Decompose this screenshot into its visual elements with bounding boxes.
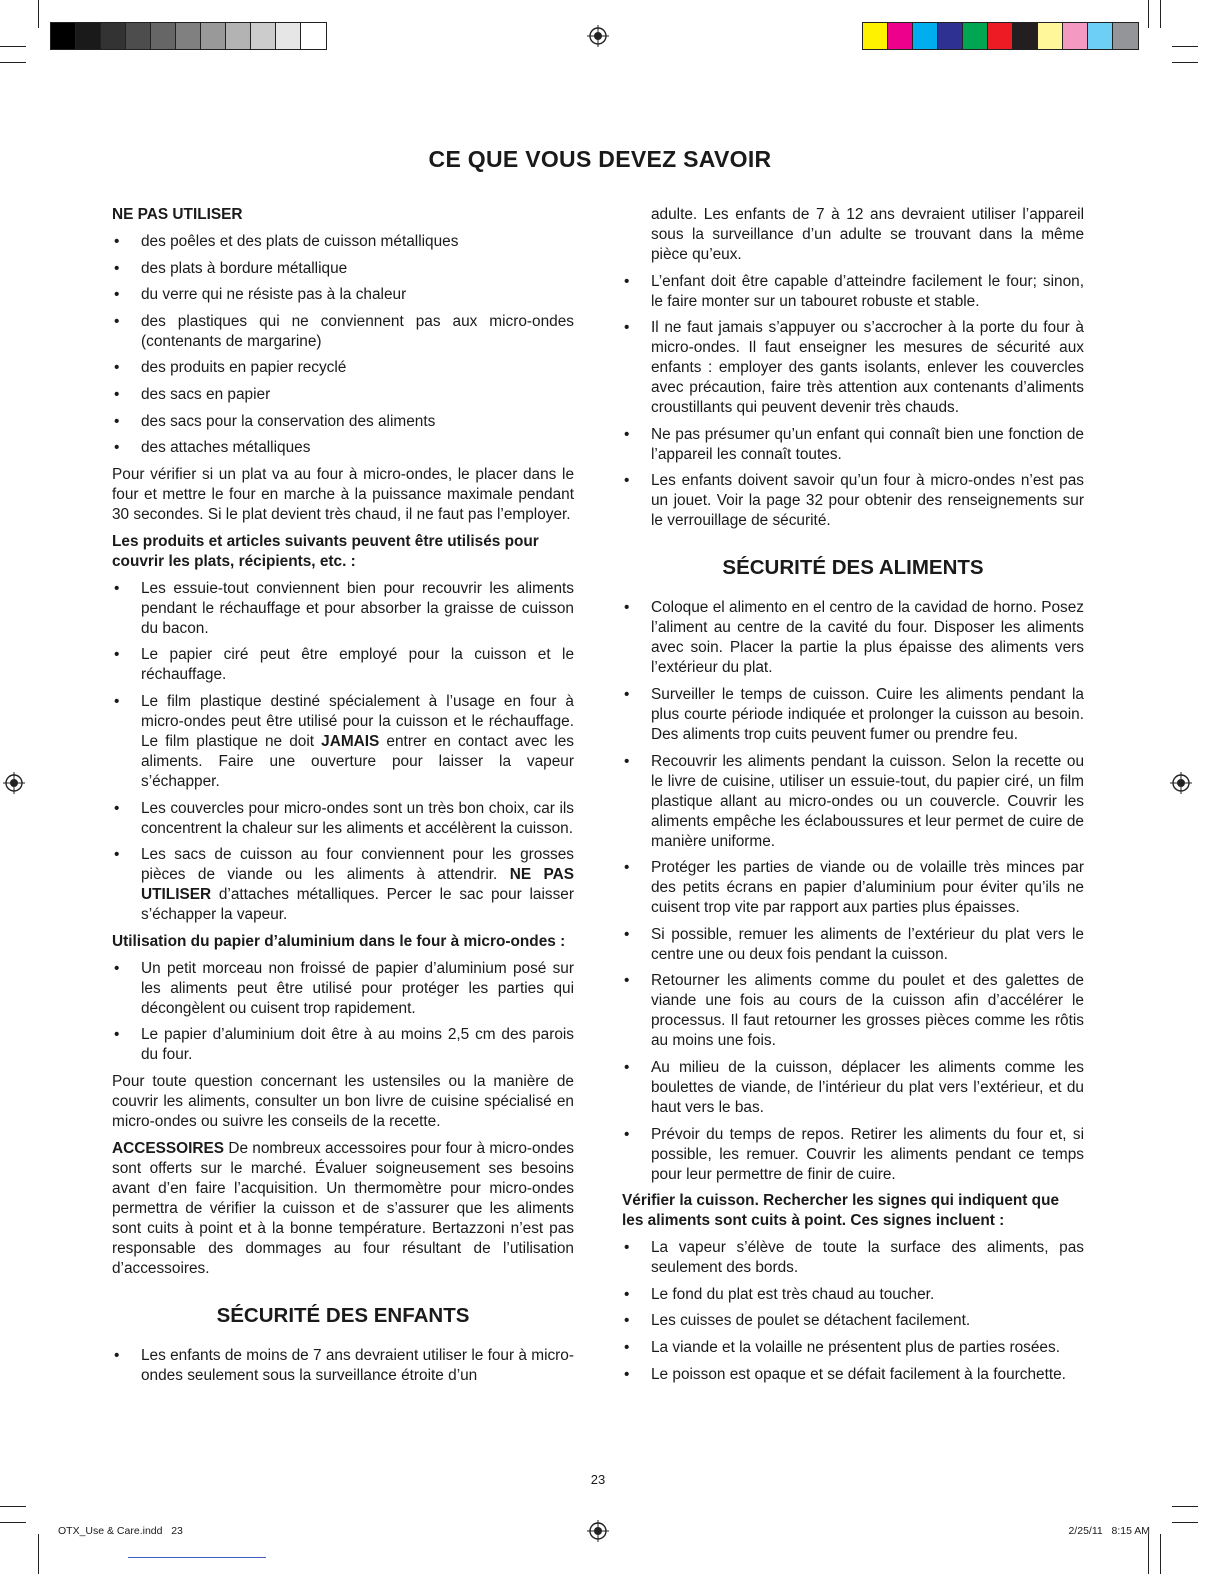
list-item: • Les couvercles pour micro-ondes sont un très bon choix, car ils concentrent la chaleur sur les aliments et accélèrent la cuisson. (112, 799, 574, 839)
crop-mark (0, 1522, 26, 1523)
list-item: • Les enfants doivent savoir qu’un four à micro-ondes n’est pas un jouet. Voir la page 32 pour obtenir des renseignements sur le verrouillage de sécurité. (622, 471, 1084, 531)
color-swatch (226, 23, 251, 49)
list-item: • Le papier ciré peut être employé pour la cuisson et le réchauffage. (112, 645, 574, 685)
keyword-accessoires: ACCESSOIRES (112, 1139, 225, 1157)
list-item: • Le poisson est opaque et se défait facilement à la fourchette. (622, 1365, 1084, 1385)
list-item: • Si possible, remuer les aliments de l’extérieur du plat vers le centre une ou deux fois pendant la cuisson. (622, 925, 1084, 965)
list-item: • Un petit morceau non froissé de papier d’aluminium posé sur les aliments peut être utilisé pour protéger les parties qui décongèlent ou cuisent trop rapidement. (112, 959, 574, 1019)
list-item: • des plats à bordure métallique (112, 259, 574, 279)
color-swatch (51, 23, 76, 49)
aliments-list (622, 598, 1084, 1184)
cover-items-list (112, 579, 574, 925)
list-item: • Ne pas présumer qu’un enfant qui connaît bien une fonction de l’appareil les connaît toutes. (622, 425, 1084, 465)
crop-mark (0, 1506, 26, 1507)
list-item: • Le papier d’aluminium doit être à au moins 2,5 cm des parois du four. (112, 1025, 574, 1065)
crop-mark (1160, 1534, 1161, 1574)
color-swatch-bar (862, 22, 1139, 50)
list-item: • Les sacs de cuisson au four conviennent pour les grosses pièces de viande ou les aliments à attendrir. NE PAS UTILISER d’attaches métalliques. Percer le sac pour laisser s’échapper la vapeur. (112, 845, 574, 925)
list-item: • Retourner les aliments comme du poulet et des galettes de viande une fois au cours de la cuisson afin d’accélérer le processus. Il faut retourner les grosses pièces comme les rôtis au moins une fois. (622, 971, 1084, 1051)
ne-pas-utiliser-list (112, 232, 574, 458)
crop-mark (1172, 46, 1198, 47)
color-swatch (126, 23, 151, 49)
registration-mark-icon (587, 1520, 609, 1542)
section-heading-aliments: SÉCURITÉ DES ALIMENTS (722, 556, 984, 580)
verify-dish-paragraph: Pour vérifier si un plat va au four à micro-ondes, le placer dans le four et mettre le four en marche à la puissance maximale pendant 30 secondes. Si le plat devient très chaud, il ne faut pas l’employer. (112, 465, 574, 523)
aluminium-list (112, 959, 574, 1066)
cover-items-heading: Les produits et articles suivants peuvent être utilisés pour couvrir les plats, récipients, etc. : (112, 532, 539, 570)
list-item: • La viande et la volaille ne présentent plus de parties rosées. (622, 1338, 1084, 1358)
list-item: • des produits en papier recyclé (112, 358, 574, 378)
aluminium-heading: Utilisation du papier d’aluminium dans le four à micro-ondes : (112, 932, 566, 950)
color-swatch (988, 23, 1013, 49)
registration-mark-icon (587, 25, 609, 47)
list-item: • Les cuisses de poulet se détachent facilement. (622, 1311, 1084, 1331)
crop-mark (0, 46, 26, 47)
color-swatch (151, 23, 176, 49)
list-item: • Recouvrir les aliments pendant la cuisson. Selon la recette ou le livre de cuisine, utiliser un essuie-tout, du papier ciré, un film plastique allant au micro-ondes ou un couvercle. Couvrir les aliments empêche les éclaboussures et leur permet de cuire de manière uniforme. (622, 752, 1084, 852)
color-swatch (888, 23, 913, 49)
list-item: • des plastiques qui ne conviennent pas aux micro-ondes (contenants de margarine) (112, 312, 574, 352)
accessories-paragraph: ACCESSOIRES De nombreux accessoires pour four à micro-ondes sont offerts sur le marché. Évaluer soigneusement ses besoins avant d’en faire l’acquisition. Un thermomètre pour micro-ondes permettra de vérifier la cuisson et de s’assurer que les aliments sont cuits à point et à la bonne température. Bertazzoni n’est pas responsable des dommages au four résultant de l’utilisation d’accessoires. (112, 1139, 574, 1277)
color-swatch (1038, 23, 1063, 49)
right-column (622, 205, 1084, 1391)
keyword-ne-pas-utiliser: NE PAS UTILISER (141, 866, 574, 904)
list-item: • Au milieu de la cuisson, déplacer les aliments comme les boulettes de viande, de l’intérieur du plat vers l’extérieur, et du haut vers le bas. (622, 1058, 1084, 1118)
page-title: CE QUE VOUS DEVEZ SAVOIR (428, 146, 772, 172)
list-item: • Les enfants de moins de 7 ans devraient utiliser le four à micro-ondes seulement sous la surveillance étroite d’un (112, 1346, 574, 1386)
list-item: • du verre qui ne résiste pas à la chaleur (112, 285, 574, 305)
crop-mark (1172, 62, 1198, 63)
list-item: • Le film plastique destiné spécialement à l’usage en four à micro-ondes peut être utilisé pour la cuisson et le réchauffage. Le film plastique ne doit JAMAIS entrer en contact avec les aliments. Faire une ouverture pour laisser la vapeur s’échapper. (112, 692, 574, 792)
footer-timestamp: 2/25/11 8:15 AM (1068, 1525, 1150, 1537)
verify-cooking-heading: Vérifier la cuisson. Rechercher les signes qui indiquent que les aliments sont cuits à point. Ces signes incluent : (622, 1192, 1060, 1230)
list-item: • des sacs pour la conservation des aliments (112, 412, 574, 432)
color-swatch (301, 23, 326, 49)
list-item: • Protéger les parties de viande ou de volaille très minces par des petits écrans en papier d’aluminium pour éviter qu’ils ne cuisent trop vite par rapport aux parties plus épaisses. (622, 858, 1084, 918)
enfants-list (622, 272, 1084, 532)
color-swatch (201, 23, 226, 49)
list-item: • Surveiller le temps de cuisson. Cuire les aliments pendant la plus courte période indiquée et prolonger la cuisson au besoin. Des aliments trop cuits peuvent fumer ou prendre feu. (622, 685, 1084, 745)
registration-mark-icon (1170, 772, 1192, 794)
color-swatch (1088, 23, 1113, 49)
ne-pas-utiliser-heading: NE PAS UTILISER (112, 206, 243, 223)
color-swatch (863, 23, 888, 49)
crop-mark (1172, 1506, 1198, 1507)
list-item: • des sacs en papier (112, 385, 574, 405)
grayscale-swatch-bar (50, 22, 327, 50)
color-swatch (963, 23, 988, 49)
list-item: • Les essuie-tout conviennent bien pour recouvrir les aliments pendant le réchauffage et pour absorber la graisse de cuisson du bacon. (112, 579, 574, 639)
color-swatch (938, 23, 963, 49)
continued-text: adulte. Les enfants de 7 à 12 ans devraient utiliser l’appareil sous la surveillance d’un adulte se trouvant dans la même pièce qu’eux. (651, 206, 1084, 263)
list-item: • L’enfant doit être capable d’atteindre facilement le four; sinon, le faire monter sur un tabouret robuste et stable. (622, 272, 1084, 312)
enfants-list-start (112, 1346, 574, 1386)
crop-mark (1148, 0, 1149, 28)
list-item: • des attaches métalliques (112, 438, 574, 458)
color-swatch (1113, 23, 1138, 49)
question-paragraph: Pour toute question concernant les ustensiles ou la manière de couvrir les aliments, consulter un bon livre de cuisine spécialisé en micro-ondes ou suivre les conseils de la recette. (112, 1072, 574, 1130)
crop-mark (1172, 1522, 1198, 1523)
list-item: • des poêles et des plats de cuisson métalliques (112, 232, 574, 252)
crop-mark (1148, 1534, 1149, 1574)
color-swatch (76, 23, 101, 49)
section-heading-enfants: SÉCURITÉ DES ENFANTS (216, 1303, 470, 1327)
color-swatch (276, 23, 301, 49)
list-item: • Il ne faut jamais s’appuyer ou s’accrocher à la porte du four à micro-ondes. Il faut enseigner les mesures de sécurité aux enfants : employer des gants isolants, enlever les couvercles avec précaution, faire très attention aux contenants d’aliments croustillants qui peuvent devenir très chauds. (622, 318, 1084, 418)
list-item: • La vapeur s’élève de toute la surface des aliments, pas seulement des bords. (622, 1238, 1084, 1278)
color-swatch (913, 23, 938, 49)
keyword-jamais: JAMAIS (321, 732, 380, 750)
color-swatch (1013, 23, 1038, 49)
color-swatch (176, 23, 201, 49)
page-number: 23 (590, 1472, 606, 1487)
list-item: • Coloque el alimento en el centro de la cavidad de horno. Posez l’aliment au centre de la cavité du four. Disposer les aliments avec soin. Placer la partie la plus épaisse des aliments vers l’extérieur du plat. (622, 598, 1084, 678)
color-swatch (101, 23, 126, 49)
color-swatch (251, 23, 276, 49)
color-swatch (1063, 23, 1088, 49)
crop-mark (1160, 0, 1161, 28)
registration-mark-icon (3, 772, 25, 794)
left-column (112, 205, 574, 1393)
divider (128, 1557, 266, 1558)
list-item: • Le fond du plat est très chaud au toucher. (622, 1285, 1084, 1305)
crop-mark (0, 62, 26, 63)
crop-mark (38, 1534, 39, 1574)
crop-mark (38, 0, 39, 28)
verify-cooking-list (622, 1238, 1084, 1384)
footer-file-name: OTX_Use & Care.indd 23 (58, 1525, 183, 1537)
list-item: • Prévoir du temps de repos. Retirer les aliments du four et, si possible, les remuer. Couvrir les aliments pendant ce temps pour leur permettre de finir de cuire. (622, 1125, 1084, 1185)
